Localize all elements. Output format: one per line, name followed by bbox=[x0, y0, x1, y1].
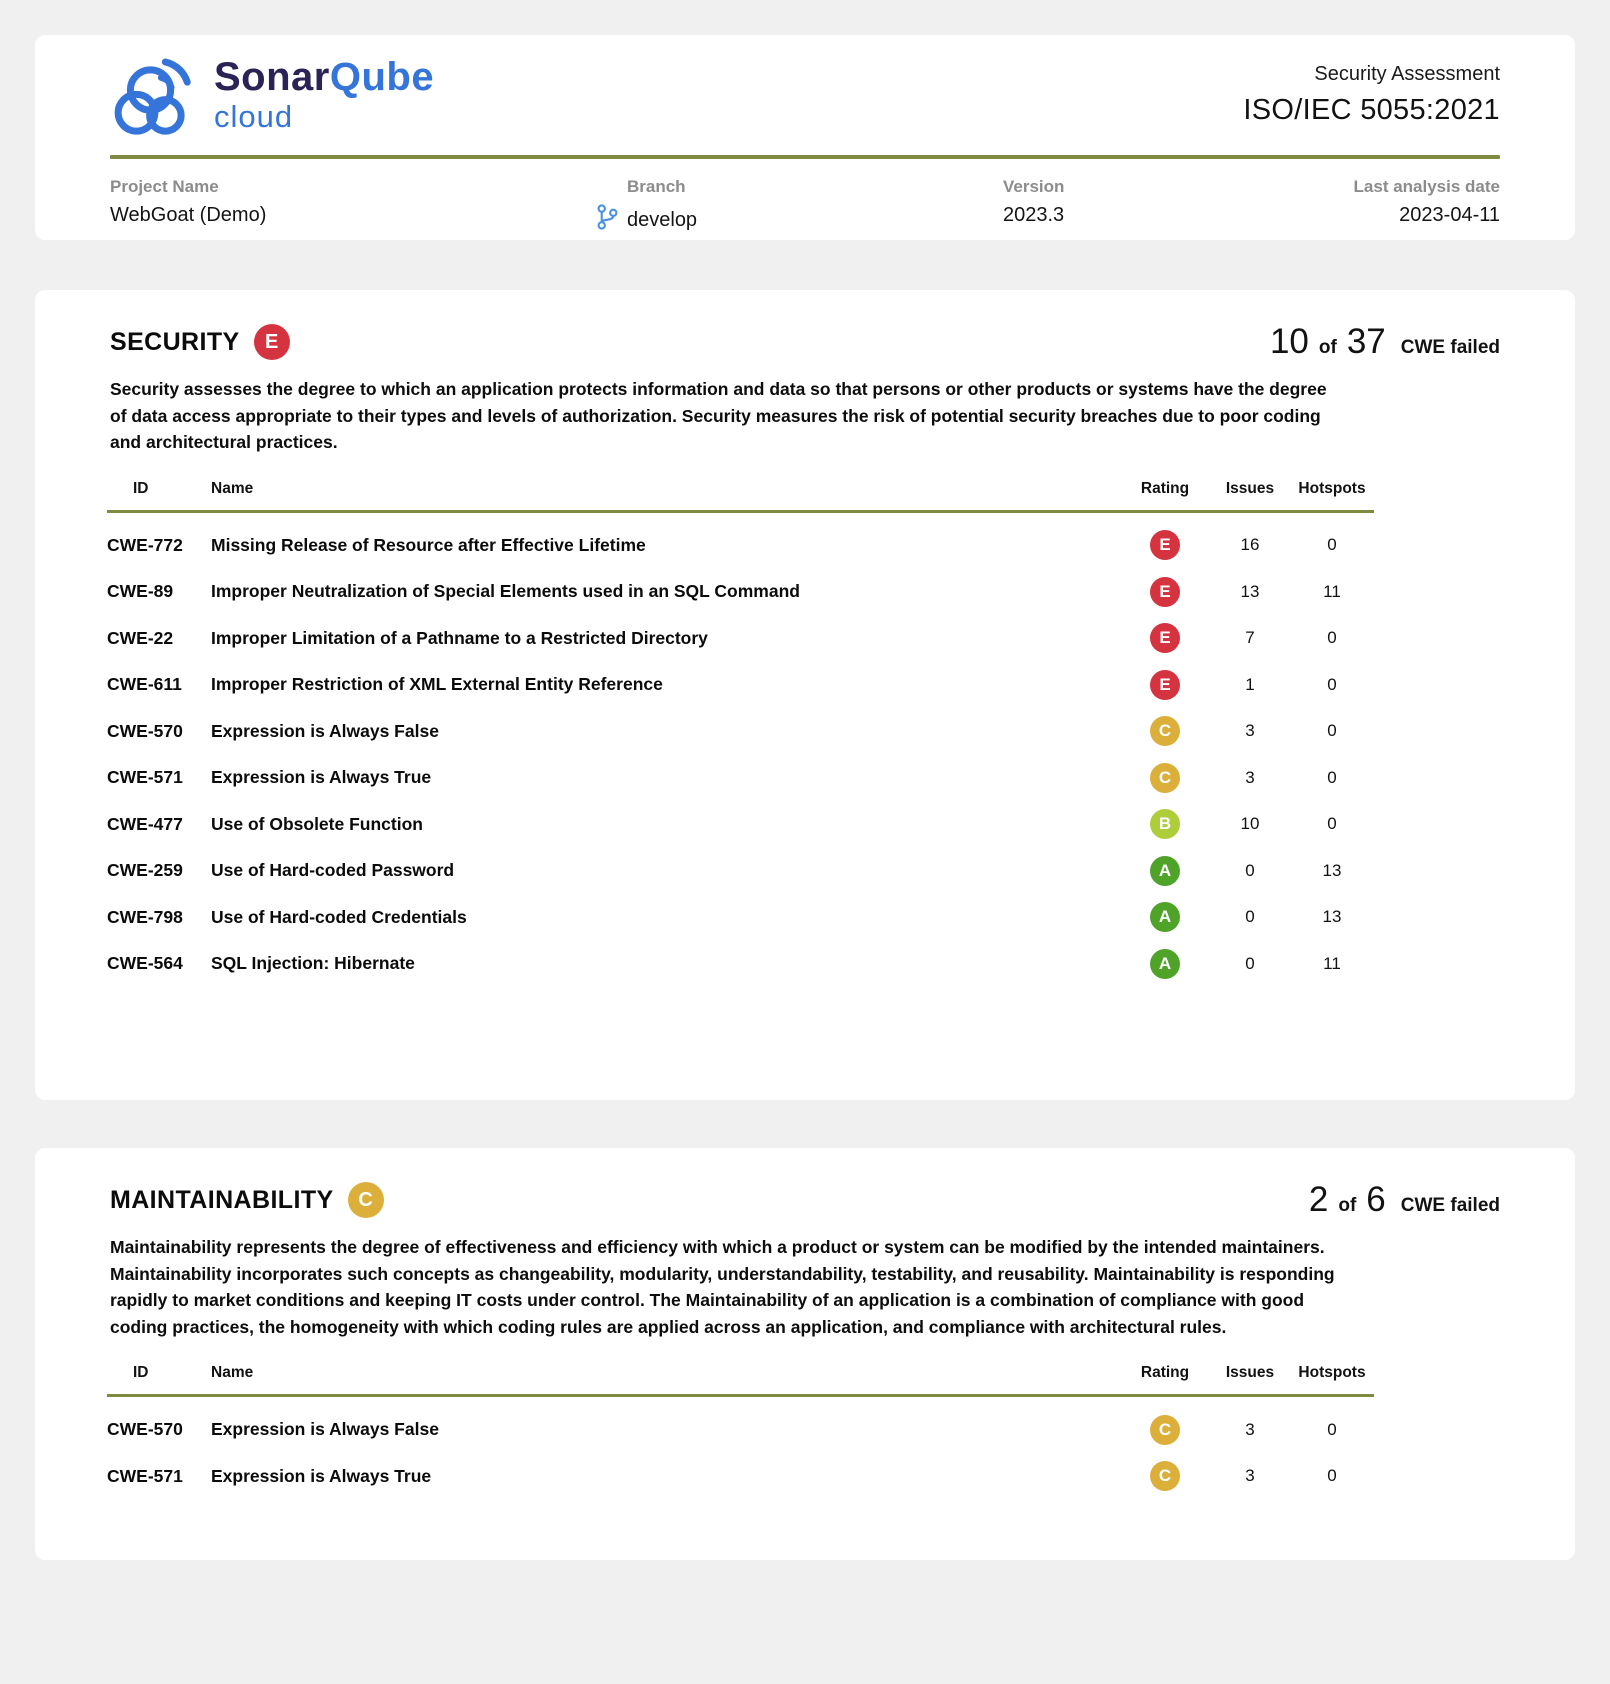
rating-badge: C bbox=[1150, 763, 1180, 793]
column-header-id: ID bbox=[133, 1364, 149, 1382]
section-title-maintainability: MAINTAINABILITY bbox=[110, 1185, 334, 1214]
rating-badge: E bbox=[1150, 623, 1180, 653]
hotspots-count: 0 bbox=[1327, 1419, 1337, 1439]
rating-badge: C bbox=[1150, 1461, 1180, 1491]
cwe-id: CWE-571 bbox=[107, 767, 183, 788]
cwe-name: Improper Neutralization of Special Elements used in an SQL Command bbox=[211, 581, 800, 602]
rating-badge: E bbox=[1150, 577, 1180, 607]
field-label: Version bbox=[1003, 177, 1065, 196]
hotspots-count: 0 bbox=[1327, 814, 1337, 834]
cwe-id: CWE-570 bbox=[107, 720, 183, 741]
cwe-name: Expression is Always False bbox=[211, 1419, 439, 1440]
hotspots-count: 13 bbox=[1322, 907, 1342, 927]
field-version bbox=[1003, 177, 1303, 236]
column-header-rating: Rating bbox=[1140, 1364, 1190, 1382]
field-value: 2023-04-11 bbox=[1399, 204, 1500, 226]
cwe-table bbox=[107, 480, 1374, 987]
failed-suffix: CWE failed bbox=[1400, 1195, 1500, 1216]
cwe-failed-summary bbox=[1270, 322, 1500, 362]
cwe-id: CWE-571 bbox=[107, 1465, 183, 1486]
rating-badge: B bbox=[1150, 809, 1180, 839]
report-meta bbox=[1243, 63, 1500, 127]
table-row bbox=[107, 1453, 1374, 1500]
cwe-id: CWE-564 bbox=[107, 953, 183, 974]
field-project-name bbox=[110, 177, 627, 236]
table-body bbox=[107, 1406, 1374, 1499]
field-branch bbox=[627, 177, 1003, 236]
cwe-id: CWE-570 bbox=[107, 1419, 183, 1440]
table-row bbox=[107, 940, 1374, 987]
failed-count: 2 bbox=[1308, 1180, 1329, 1219]
hotspots-count: 11 bbox=[1323, 581, 1341, 601]
rating-badge: A bbox=[1150, 902, 1180, 932]
cwe-id: CWE-259 bbox=[107, 860, 183, 881]
section-header bbox=[35, 1148, 1575, 1220]
cwe-name: SQL Injection: Hibernate bbox=[211, 953, 415, 974]
failed-total: 6 bbox=[1366, 1180, 1386, 1219]
security-rating-badge: E bbox=[254, 324, 290, 360]
field-value: WebGoat (Demo) bbox=[110, 204, 267, 226]
cwe-id: CWE-22 bbox=[107, 627, 174, 648]
issues-count: 3 bbox=[1245, 767, 1255, 787]
cwe-id: CWE-89 bbox=[107, 581, 174, 602]
report-standard: ISO/IEC 5055:2021 bbox=[1243, 94, 1500, 126]
column-header-issues: Issues bbox=[1225, 479, 1275, 497]
issues-count: 3 bbox=[1245, 1419, 1255, 1439]
section-description: Maintainability represents the degree of effectiveness and efficiency with which a product or system can be modified by the intended maintainers. Maintainability incorporates such concepts as changeability, modularity, understandability, testability, and reusability. Maintainability is responding rapidly to market conditions and keeping IT costs under control. The Maintainability of an application is a combination of compliance with good coding practices, the homogeneity with which coding rules are applied across an application, and compliance with architectural rules. bbox=[110, 1237, 1335, 1337]
cwe-name: Improper Restriction of XML External Entity Reference bbox=[211, 674, 663, 695]
issues-count: 0 bbox=[1245, 907, 1255, 927]
table-row bbox=[107, 661, 1374, 708]
table-row bbox=[107, 847, 1374, 894]
hotspots-count: 13 bbox=[1322, 860, 1342, 880]
section-title-security: SECURITY bbox=[110, 327, 240, 356]
cwe-name: Improper Limitation of a Pathname to a Restricted Directory bbox=[211, 627, 708, 648]
section-description: Security assesses the degree to which an application protects information and data so that persons or other products or systems have the degree of data access appropriate to their types and levels of authorization. Security measures the risk of potential security breaches due to poor coding and architectural practices. bbox=[110, 379, 1327, 453]
cwe-failed-summary bbox=[1309, 1180, 1500, 1220]
column-header-issues: Issues bbox=[1225, 1364, 1275, 1382]
field-value: 2023.3 bbox=[1003, 204, 1065, 226]
header-top-row bbox=[35, 35, 1575, 139]
column-header-rating: Rating bbox=[1140, 479, 1190, 497]
cwe-id: CWE-772 bbox=[107, 534, 183, 555]
table-row bbox=[107, 615, 1374, 662]
table-row bbox=[107, 708, 1374, 755]
logo-wordmark bbox=[214, 57, 434, 132]
rating-badge: E bbox=[1150, 670, 1180, 700]
cwe-name: Expression is Always True bbox=[211, 1465, 432, 1486]
failed-of-label: of bbox=[1318, 337, 1337, 358]
hotspots-count: 0 bbox=[1327, 721, 1337, 741]
section-header bbox=[35, 290, 1575, 362]
column-header-hotspots: Hotspots bbox=[1298, 1364, 1366, 1382]
table-row bbox=[107, 522, 1374, 569]
issues-count: 3 bbox=[1245, 1466, 1255, 1486]
table-row bbox=[107, 894, 1374, 941]
brand-qube: Qube bbox=[329, 55, 435, 99]
issues-count: 0 bbox=[1245, 860, 1255, 880]
cwe-name: Use of Hard-coded Credentials bbox=[211, 906, 467, 927]
branch-name: develop bbox=[627, 208, 698, 231]
issues-count: 0 bbox=[1245, 953, 1255, 973]
issues-count: 3 bbox=[1245, 721, 1255, 741]
cwe-table bbox=[107, 1364, 1374, 1499]
rating-badge: A bbox=[1150, 856, 1180, 886]
project-info-row bbox=[35, 159, 1575, 236]
hotspots-count: 11 bbox=[1323, 953, 1341, 973]
hotspots-count: 0 bbox=[1327, 674, 1337, 694]
issues-count: 16 bbox=[1240, 535, 1260, 555]
report-header-card bbox=[35, 35, 1575, 240]
column-header-name: Name bbox=[211, 479, 254, 497]
hotspots-count: 0 bbox=[1327, 767, 1337, 787]
maintainability-section-card bbox=[35, 1148, 1575, 1560]
failed-suffix: CWE failed bbox=[1400, 337, 1500, 358]
brand-cloud: cloud bbox=[214, 99, 294, 134]
issues-count: 7 bbox=[1245, 628, 1255, 648]
hotspots-count: 0 bbox=[1327, 628, 1337, 648]
field-label: Project Name bbox=[110, 177, 219, 196]
maintainability-rating-badge: C bbox=[348, 1182, 384, 1218]
column-header-name: Name bbox=[211, 1364, 254, 1382]
column-header-hotspots: Hotspots bbox=[1298, 479, 1366, 497]
failed-of-label: of bbox=[1338, 1195, 1357, 1216]
hotspots-count: 0 bbox=[1327, 535, 1337, 555]
table-row bbox=[107, 754, 1374, 801]
cwe-name: Missing Release of Resource after Effective Lifetime bbox=[211, 534, 646, 555]
rating-badge: E bbox=[1150, 530, 1180, 560]
cwe-id: CWE-798 bbox=[107, 906, 183, 927]
cwe-id: CWE-477 bbox=[107, 813, 183, 834]
report-type: Security Assessment bbox=[1314, 63, 1500, 85]
rating-badge: A bbox=[1150, 949, 1180, 979]
cwe-name: Use of Hard-coded Password bbox=[211, 860, 455, 881]
cwe-name: Expression is Always True bbox=[211, 767, 432, 788]
rating-badge: C bbox=[1150, 1415, 1180, 1445]
issues-count: 10 bbox=[1240, 814, 1260, 834]
cwe-id: CWE-611 bbox=[107, 674, 182, 695]
field-value bbox=[627, 204, 1003, 236]
issues-count: 1 bbox=[1245, 674, 1255, 694]
cwe-name: Expression is Always False bbox=[211, 720, 439, 741]
brand-sonar: Sonar bbox=[214, 55, 330, 99]
cwe-name: Use of Obsolete Function bbox=[211, 813, 423, 834]
cloud-logo-icon bbox=[110, 55, 198, 139]
table-header-row bbox=[107, 1364, 1374, 1397]
table-header-row bbox=[107, 480, 1374, 513]
table-row bbox=[107, 801, 1374, 848]
column-header-id: ID bbox=[133, 479, 149, 497]
field-label: Last analysis date bbox=[1353, 177, 1500, 196]
failed-count: 10 bbox=[1269, 322, 1309, 361]
security-section-card bbox=[35, 290, 1575, 1100]
issues-count: 13 bbox=[1240, 581, 1260, 601]
sonarqube-cloud-logo bbox=[110, 55, 434, 139]
failed-total: 37 bbox=[1346, 322, 1386, 361]
rating-badge: C bbox=[1150, 716, 1180, 746]
hotspots-count: 0 bbox=[1327, 1466, 1337, 1486]
table-row bbox=[107, 1406, 1374, 1453]
table-body bbox=[107, 522, 1374, 987]
field-last-analysis-date bbox=[1303, 177, 1500, 236]
table-row bbox=[107, 568, 1374, 615]
field-label: Branch bbox=[627, 177, 686, 196]
